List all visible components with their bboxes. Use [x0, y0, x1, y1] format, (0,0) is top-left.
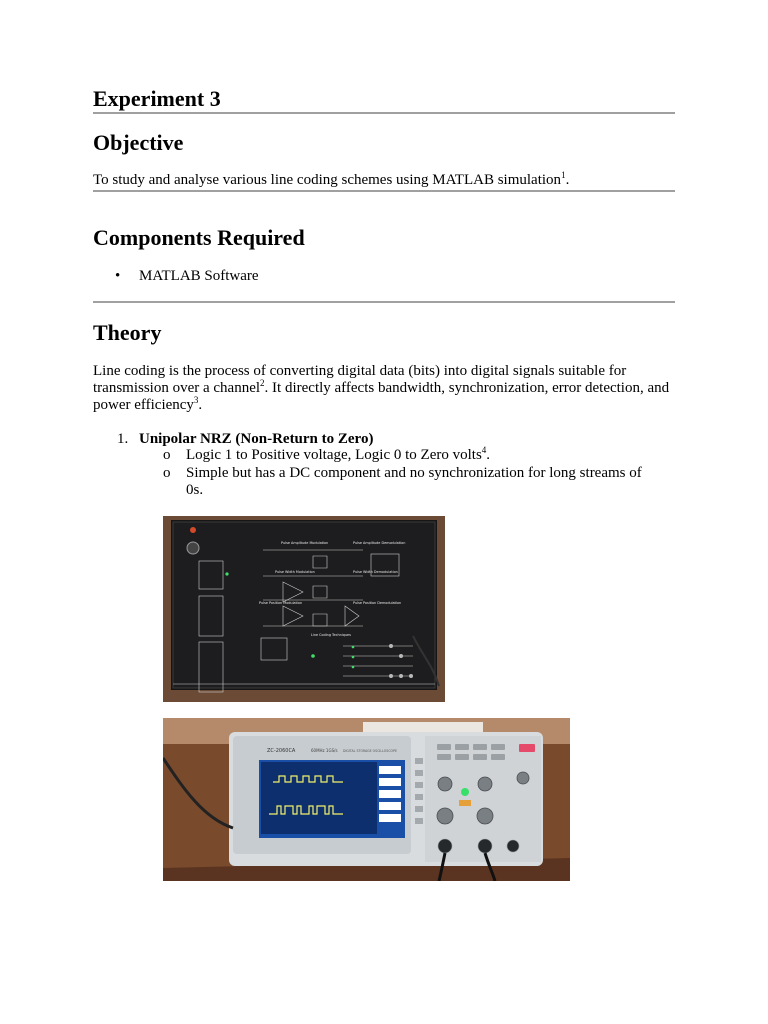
numbered-item-title: Unipolar NRZ (Non-Return to Zero)	[139, 431, 374, 447]
label-pwm: Pulse Width Modulation	[275, 570, 315, 574]
footnote-ref[interactable]: 4	[481, 445, 487, 455]
label-ppm-demod: Pulse Position Demodulation	[353, 601, 402, 605]
footnote-ref[interactable]: 3	[193, 395, 199, 405]
footnote-ref[interactable]: 1	[561, 170, 566, 180]
circle-bullet-icon: o	[163, 465, 171, 481]
components-heading: Components Required	[93, 225, 305, 250]
objective-text: To study and analyse various line coding schemes using MATLAB simulation$^1$.	[93, 170, 570, 188]
theory-paragraph: Line coding is the process of converting digital data (bits) into digital signals suitable for transmission over a channel$^2$. It directly affects bandwidth, synchronization, error detection, and power efficiency$^3$.	[93, 363, 670, 413]
circle-bullet-icon: o	[163, 447, 171, 463]
scope-spec: 60MHz 1GS/s	[311, 748, 338, 753]
trainer-kit-photo	[163, 516, 445, 702]
bullet-icon: •	[115, 268, 121, 284]
label-pam-demod: Pulse Amplitude Demodulation	[353, 541, 406, 545]
divider	[93, 112, 675, 114]
divider	[93, 301, 675, 303]
divider	[93, 190, 675, 192]
scope-model: ZC-2060CA	[267, 748, 296, 754]
numbered-item: 1. Unipolar NRZ (Non-Return to Zero)	[117, 431, 374, 447]
label-line-coding: Line Coding Techniques	[311, 633, 351, 637]
objective-heading: Objective	[93, 130, 184, 155]
label-ppm: Pulse Position Modulation	[259, 601, 303, 605]
list-item: MATLAB Software	[139, 268, 259, 284]
components-list	[115, 268, 259, 285]
footnote-ref[interactable]: 2	[260, 378, 265, 388]
theory-heading: Theory	[93, 320, 162, 345]
label-pwm-demod: Pulse Width Demodulation	[353, 570, 398, 574]
label-pam: Pulse Amplitude Modulation	[281, 541, 329, 545]
scope-description: DIGITAL STORAGE OSCILLOSCOPE	[343, 749, 397, 753]
experiment-title: Experiment 3	[93, 86, 221, 111]
oscilloscope-photo	[163, 718, 570, 881]
